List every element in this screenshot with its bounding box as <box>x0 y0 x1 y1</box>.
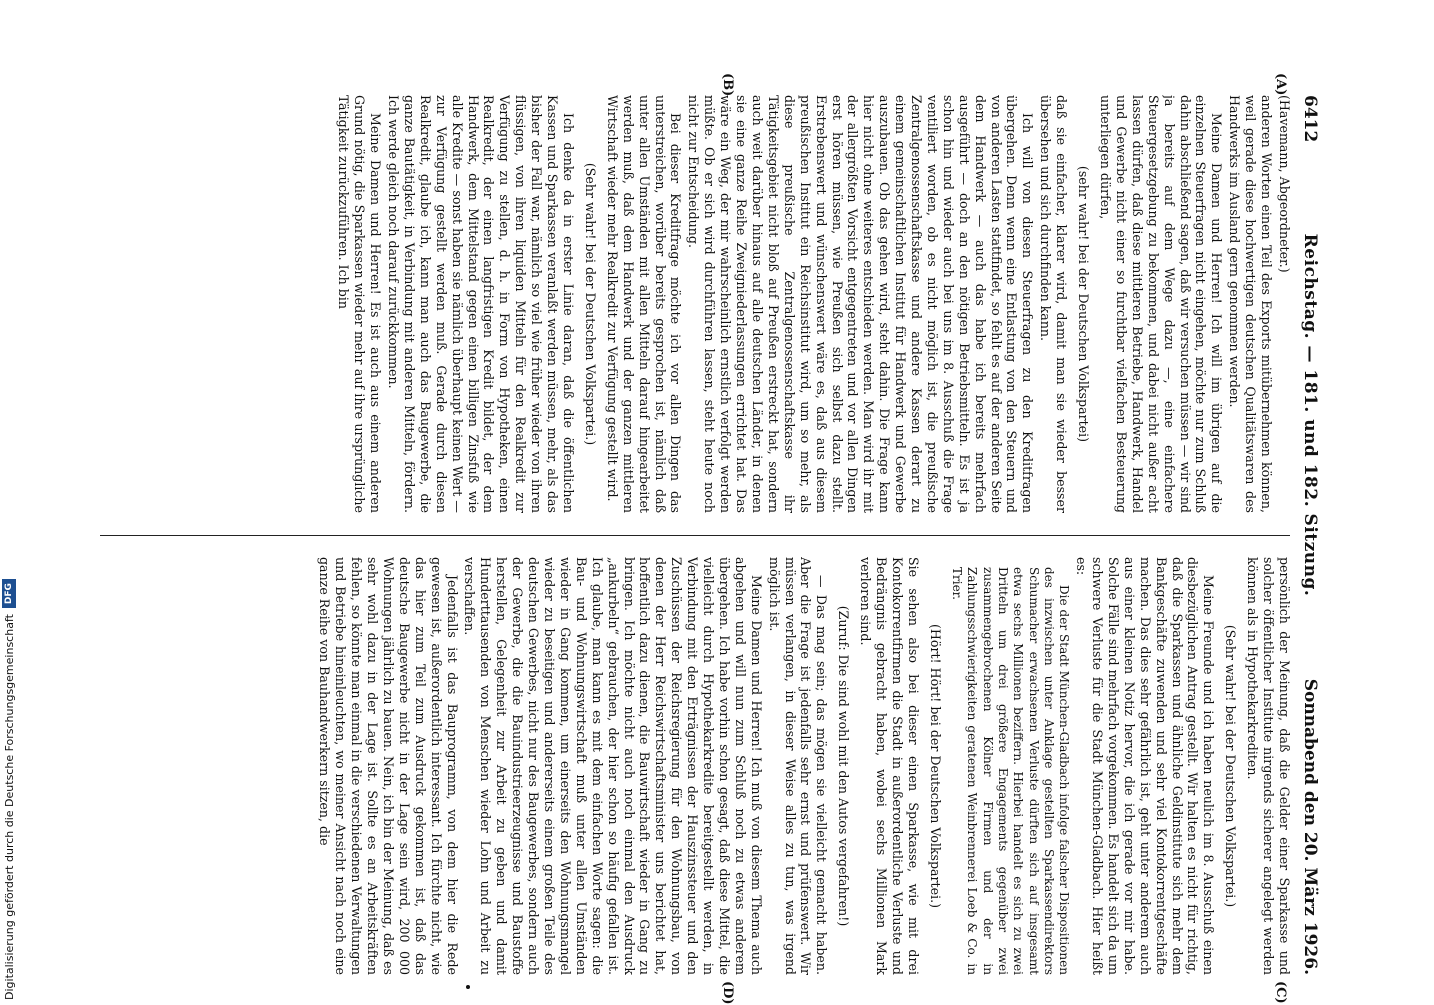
right-column <box>97 557 1292 975</box>
quoted-notice: Die der Stadt München-Gladbach infolge falscher Dispositionen des inzwischen unter Anklage gestellten Sparkassendirektors Schumacher erwachsenen Verluste dürften sich auf insgesamt etwa sechs Millionen beziffern. Hierbei handelt es sich zu zwei Dritteln um drei größere Engagements gegenüber zwei zusammengebrochenen Kölner Firmen und der in Zahlungsschwierigkeiten geratenen Weinbrennerei Loeb & Co. in Trier. <box>950 567 1072 975</box>
interjection: (Sehr wahr! bei der Deutschen Volkspartei.) <box>1223 624 1239 908</box>
page-header <box>1298 95 1320 975</box>
paragraph: — Das mag sein; das mögen sie vielleicht gemacht haben. Aber die Frage ist jedenfalls sehr ernst und prüfenswert. Wir müssen verlangen, in dieser Weise alles zu tun, was irgend möglich ist. <box>766 557 830 975</box>
header-title: Reichstag. — 181. und 182. Sitzung. <box>1300 233 1320 597</box>
column-divider <box>100 535 1290 536</box>
paragraph: Ich denke da in erster Linie daran, daß die öffentlichen Kassen und Sparkassen veranlaßt werden müssen, mehr, als das bisher der Fall war, nämlich so viel wie früher wieder von ihren flüssigen, von ihren liquiden Mitteln für den Realkredit zur Verfügung zu stellen, d. h. in Form von Hypotheken, einen Realkredit, der einen langfristigen Kredit bildet, der dem Handwerk, dem Mittelstand gegen einen billigen Zinsfuß wie alle Kredite — sonst haben sie nämlich überhaupt keinen Wert — zur Verfügung gestellt werden muß. Gerade durch diesen Realkredit, glaube ich, kann man auch das Baugewerbe, die ganze Bautätigkeit, in Verbindung mit anderen Mitteln, fördern. Ich werde gleich noch darauf zurückkommen. <box>386 95 577 513</box>
header-date: Sonnabend den 20. März 1926. <box>1300 678 1320 975</box>
paragraph: Meine Damen und Herren! Ich muß von diesem Thema auch abgehen und will nun zum Schluß noch zu etwas anderem übergehen. Ich habe vorhin schon gesagt, daß diese Mittel, die vielleicht durch Hypothekarkredite bereitgestellt werden, in Verbindung mit den Erträgnissen der Hauszinssteuer und den Zuschüssen der Reichsregierung für den Wohnungsbau, von denen der Herr Reichswirtschaftsminister uns berichtet hat, hoffentlich dazu dienen, die Bauwirtschaft wieder in Gang zu bringen. Ich möchte nicht auch noch einmal den Ausdruck „ankurbeln“ gebrauchen, der hier schon so häufig gefallen ist. Ich glaube, man kann es mit dem einfachen Worte sagen: die Bau- und Wohnungswirtschaft muß unter allen Umständen wieder in Gang kommen, um einerseits den Wohnungsmangel wieder zu beseitigen und andererseits einem großen Teile des deutschen Gewerbes, nicht nur des Baugewerbes, sondern auch der Gewerbe, die die Bauindustrieerzeugnisse und Baustoffe herstellen, Gelegenheit zur Arbeit zu geben und damit Hunderttausenden von Menschen wieder Lohn und Arbeit zu verschaffen. <box>462 557 764 975</box>
paragraph: anderen Worten einen Teil des Exports mitübernehmen können, weil gerade diese hochwertigen deutschen Qualitätswaren des Handwerks im Ausland gern genommen werden. <box>1227 95 1275 513</box>
paragraph: Meine Damen und Herren! Ich will im übrigen auf die einzelnen Steuerfragen nicht eingehen, möchte nur zum Schluß dahin abschließend sagen, daß wir versuchen müssen — wir sind ja bereits auf dem Wege dazu —, eine einfachere Steuergesetzgebung zu bekommen, und dabei nicht außer acht lassen dürfen, daß diese mittleren Betriebe, Handwerk, Handel und Gewerbe nicht einer so furchtbar vielfachen Besteuerung unterliegen dürfen, <box>1098 95 1225 513</box>
paragraph: Jedenfalls ist das Bauprogramm, von dem hier die Rede gewesen ist, außerordentlich interessant. Ich fürchte nicht, wie das hier zum Teil zum Ausdruck gekommen ist, daß das deutsche Baugewerbe nicht in der Lage sein wird, 200 000 Wohnungen jährlich zu bauen. Nein, ich bin der Meinung, daß es sehr wohl dazu in der Lage ist. Sollte es an Arbeitskräften fehlen, so könnte man einmal in die verschiedenen Verwaltungen und Betriebe hineinleuchten, wo meiner Ansicht nach noch eine ganze Reihe von Bauhandwerkern sitzen, die <box>317 557 460 975</box>
paragraph: Ich will von diesen Steuerfragen zu den Kreditfragen übergehen. Denn wenn eine Entlastung von den Steuern und von anderen Lasten stattfindet, so fehlt es auf der anderen Seite dem Handwerk — auch das habe ich bereits mehrfach ausgeführt — doch an den nötigen Betriebsmitteln. Es ist ja schon hin und wieder auch bei uns im 8. Ausschuß die Frage ventiliert worden, ob es nicht möglich ist, die preußische Zentralgenossenschaftskasse und andere Kassen derart zu einem gemeinschaftlichen Institut für Handwerk und Gewerbe auszubauen. Ob das gehen wird, steht dahin. Die Frage kann hier nicht ohne weiteres entschieden werden. Man wird ihr mit der allergrößten Vorsicht entgegentreten und vor allen Dingen erst hören müssen, wie Preußen sich selbst dazu stellt. Erstrebenswert und wünschenswert wäre es, daß aus diesem preußischen Institut ein Reichsinstitut wird, um so mehr, als diese preußische Zentralgenossenschaftskasse ihr Tätigkeitsgebiet nicht bloß auf Preußen erstreckt hat, sondern auch weit darüber hinaus auf alle deutschen Länder, in denen sie eine ganze Reihe Zweigniederlassungen errichtet hat. Das wäre ein Weg, der mir wahrscheinlich ernstlich verfolgt werden müßte. Ob er sich wird durchführen lassen, steht heute noch nicht zur Entscheidung. <box>686 95 1036 513</box>
margin-marker-b: (B) <box>720 73 735 97</box>
left-column <box>97 95 1292 513</box>
paragraph: Sie sehen also bei dieser einen Sparkasse, wie mit drei Kontokorrentfirmen die Stadt in außerordentliche Verluste und Bedrängnis gebracht haben, wobei sechs Millionen Mark verloren sind. <box>858 557 921 975</box>
page-number: 6412 <box>1300 95 1320 143</box>
interjection: (Sehr wahr! bei der Deutschen Volkspartei.) <box>582 162 598 446</box>
paragraph: Bei dieser Kreditfrage möchte ich vor allen Dingen das unterstreichen, worüber bereits gesprochen ist, nämlich daß unter allen Umständen mit allen Mitteln darauf hingearbeitet werden muß, daß dem Handwerk und der ganzen mittleren Wirtschaft wieder mehr Realkredit zur Verfügung gestellt wird. <box>604 95 684 513</box>
dfg-logo-icon: DFG <box>2 579 16 608</box>
footer-text: Digitalisierung gefördert durch die Deutsche Forschungsgemeinschaft <box>2 614 16 1000</box>
margin-marker-a: (A) <box>1273 73 1288 96</box>
margin-marker-d: (D) <box>720 981 735 1005</box>
paragraph: persönlich der Meinung, daß die Gelder einer Sparkasse und solcher öffentlicher Institute nirgends sicherer angelegt werden können als in Hypothekarkrediten. <box>1245 557 1292 975</box>
rotated-document-page <box>90 73 1320 1005</box>
paragraph: daß sie einfacher, klarer wird, damit man sie wieder besser übersehen und sich durchfinden kann. <box>1038 95 1070 513</box>
paragraph: Meine Damen und Herren! Es ist auch aus einem anderen Grund nötig, die Sparkassen wieder mehr auf ihre ursprüngliche Tätigkeit zurückzuführen. Ich bin <box>336 95 384 513</box>
interjection: (Zuruf: Die sind wohl mit den Autos vergefahren!) <box>836 605 852 927</box>
speaker-name: (Havemann, Abgeordneter.) <box>1277 95 1292 273</box>
paragraph: Meine Freunde und ich haben neulich im 8. Ausschuß einen diesbezüglichen Antrag gestellt. Wir halten es nicht für richtig, daß die Sparkassen und ähnliche Geldinstitute sich mehr dem Bankgeschäfte zuwenden und sehr viel Kontokorrentgeschäfte machen. Das dies sehr gefährlich ist, geht unter anderem auch aus einer kleinen Notiz hervor, die ich gerade vor mir habe. Solche Fälle sind mehrfach vorgekommen. Es handelt sich da um schwere Verluste für die Stadt München-Gladbach. Hier heißt es: <box>1074 557 1217 975</box>
interjection: (sehr wahr! bei der Deutschen Volkspartei) <box>1076 165 1092 443</box>
side-footer <box>0 0 18 1000</box>
interjection: (Hört! Hört! bei der Deutschen Volkspartei.) <box>927 623 943 909</box>
margin-marker-c: (C) <box>1273 981 1288 1004</box>
print-speck <box>466 985 470 989</box>
